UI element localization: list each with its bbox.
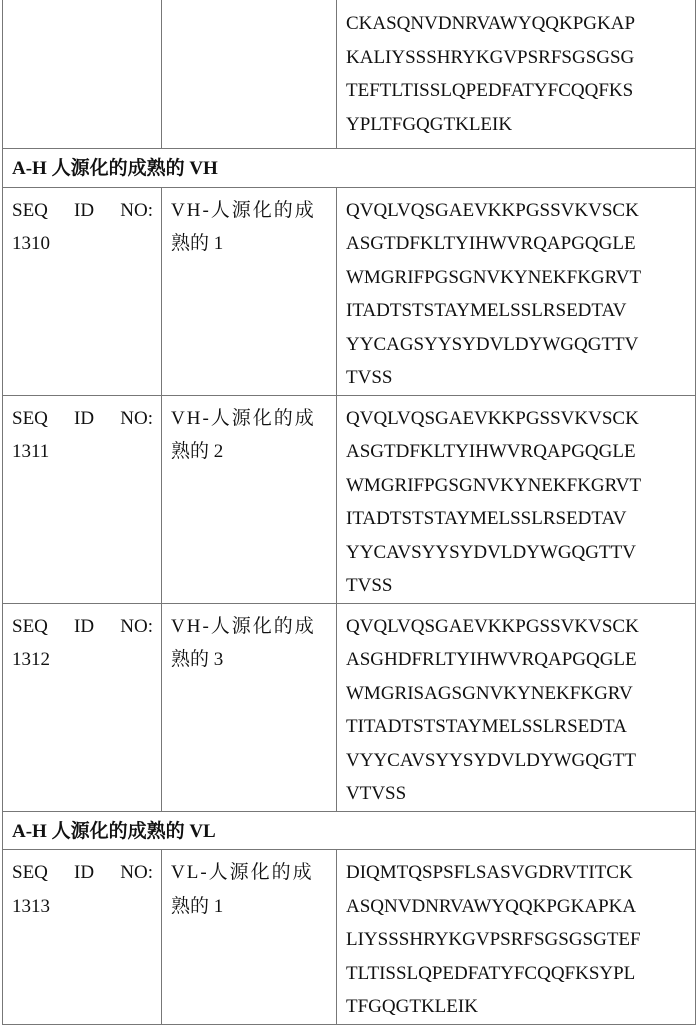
seq-id-cell	[3, 0, 162, 149]
sequence-line: ASGTDFKLTYIHWVRQAPGQGLE	[346, 227, 687, 261]
seq-id-label	[12, 856, 153, 890]
table-row	[3, 0, 696, 149]
table-row	[3, 187, 696, 395]
section-header: A-H 人源化的成熟的 VH	[3, 149, 696, 188]
sequence-line: YYCAGSYYSYDVLDYWGQGTTV	[346, 328, 687, 362]
sequence-cell	[337, 850, 696, 1025]
name-cell	[162, 850, 337, 1025]
seq-id-word: ID	[74, 610, 94, 644]
sequence-line: YPLTFGQGTKLEIK	[346, 108, 687, 142]
seq-id-label	[12, 194, 153, 228]
name-line: 熟的 2	[171, 435, 328, 469]
seq-id-word: ID	[74, 402, 94, 436]
sequence-line: WMGRIFPGSGNVKYNEKFKGRVT	[346, 261, 687, 295]
name-line: 熟的 1	[171, 227, 328, 261]
sequence-line: WMGRISAGSGNVKYNEKFKGRV	[346, 677, 687, 711]
sequence-line: TFGQGTKLEIK	[346, 990, 687, 1024]
seq-id-number: 1312	[12, 643, 153, 677]
sequence-cell	[337, 603, 696, 811]
seq-id-word: NO:	[120, 610, 153, 644]
name-line: VH-人源化的成	[171, 194, 328, 228]
sequence-line: ITADTSTSTAYMELSSLRSEDTAV	[346, 502, 687, 536]
seq-id-number: 1313	[12, 890, 153, 924]
sequence-line: ASQNVDNRVAWYQQKPGKAPKA	[346, 890, 687, 924]
section-header: A-H 人源化的成熟的 VL	[3, 811, 696, 850]
sequence-line: TVSS	[346, 569, 687, 603]
seq-id-cell	[3, 603, 162, 811]
seq-id-word: SEQ	[12, 856, 48, 890]
sequence-line: KALIYSSSHRYKGVPSRFSGSGSG	[346, 41, 687, 75]
seq-id-word: NO:	[120, 194, 153, 228]
seq-id-cell	[3, 850, 162, 1025]
sequence-line: DIQMTQSPSFLSASVGDRVTITCK	[346, 856, 687, 890]
name-cell	[162, 0, 337, 149]
seq-id-label	[12, 402, 153, 436]
sequence-line: ASGTDFKLTYIHWVRQAPGQGLE	[346, 435, 687, 469]
sequence-line: YYCAVSYYSYDVLDYWGQGTTV	[346, 536, 687, 570]
seq-id-number: 1311	[12, 435, 153, 469]
seq-id-word: ID	[74, 856, 94, 890]
sequence-line: QVQLVQSGAEVKKPGSSVKVSCK	[346, 194, 687, 228]
seq-id-cell	[3, 187, 162, 395]
section-header-row	[3, 149, 696, 188]
sequence-table	[2, 0, 696, 1025]
seq-id-cell	[3, 395, 162, 603]
name-line: VL-人源化的成	[171, 856, 328, 890]
table-row	[3, 395, 696, 603]
sequence-line: VYYCAVSYYSYDVLDYWGQGTT	[346, 744, 687, 778]
name-cell	[162, 395, 337, 603]
section-header-row	[3, 811, 696, 850]
sequence-line: QVQLVQSGAEVKKPGSSVKVSCK	[346, 610, 687, 644]
name-line: VH-人源化的成	[171, 610, 328, 644]
name-cell	[162, 187, 337, 395]
table-row	[3, 603, 696, 811]
seq-id-word: ID	[74, 194, 94, 228]
sequence-line: CKASQNVDNRVAWYQQKPGKAP	[346, 7, 687, 41]
sequence-line: TLTISSLQPEDFATYFCQQFKSYPL	[346, 957, 687, 991]
sequence-cell	[337, 0, 696, 149]
sequence-line: ASGHDFRLTYIHWVRQAPGQGLE	[346, 643, 687, 677]
sequence-cell	[337, 187, 696, 395]
seq-id-label	[12, 610, 153, 644]
name-cell	[162, 603, 337, 811]
sequence-line: WMGRIFPGSGNVKYNEKFKGRVT	[346, 469, 687, 503]
seq-id-word: SEQ	[12, 194, 48, 228]
sequence-line: TITADTSTSTAYMELSSLRSEDTA	[346, 710, 687, 744]
seq-id-word: SEQ	[12, 610, 48, 644]
seq-id-word: SEQ	[12, 402, 48, 436]
seq-id-number: 1310	[12, 227, 153, 261]
sequence-line: LIYSSSHRYKGVPSRFSGSGSGTEF	[346, 923, 687, 957]
sequence-line: ITADTSTSTAYMELSSLRSEDTAV	[346, 294, 687, 328]
sequence-line: VTVSS	[346, 777, 687, 811]
seq-id-word: NO:	[120, 402, 153, 436]
sequence-line: TVSS	[346, 361, 687, 395]
table-row	[3, 850, 696, 1025]
sequence-cell	[337, 395, 696, 603]
name-line: VH-人源化的成	[171, 402, 328, 436]
sequence-line: TEFTLTISSLQPEDFATYFCQQFKS	[346, 74, 687, 108]
name-line: 熟的 1	[171, 890, 328, 924]
seq-id-word: NO:	[120, 856, 153, 890]
sequence-line: QVQLVQSGAEVKKPGSSVKVSCK	[346, 402, 687, 436]
name-line: 熟的 3	[171, 643, 328, 677]
